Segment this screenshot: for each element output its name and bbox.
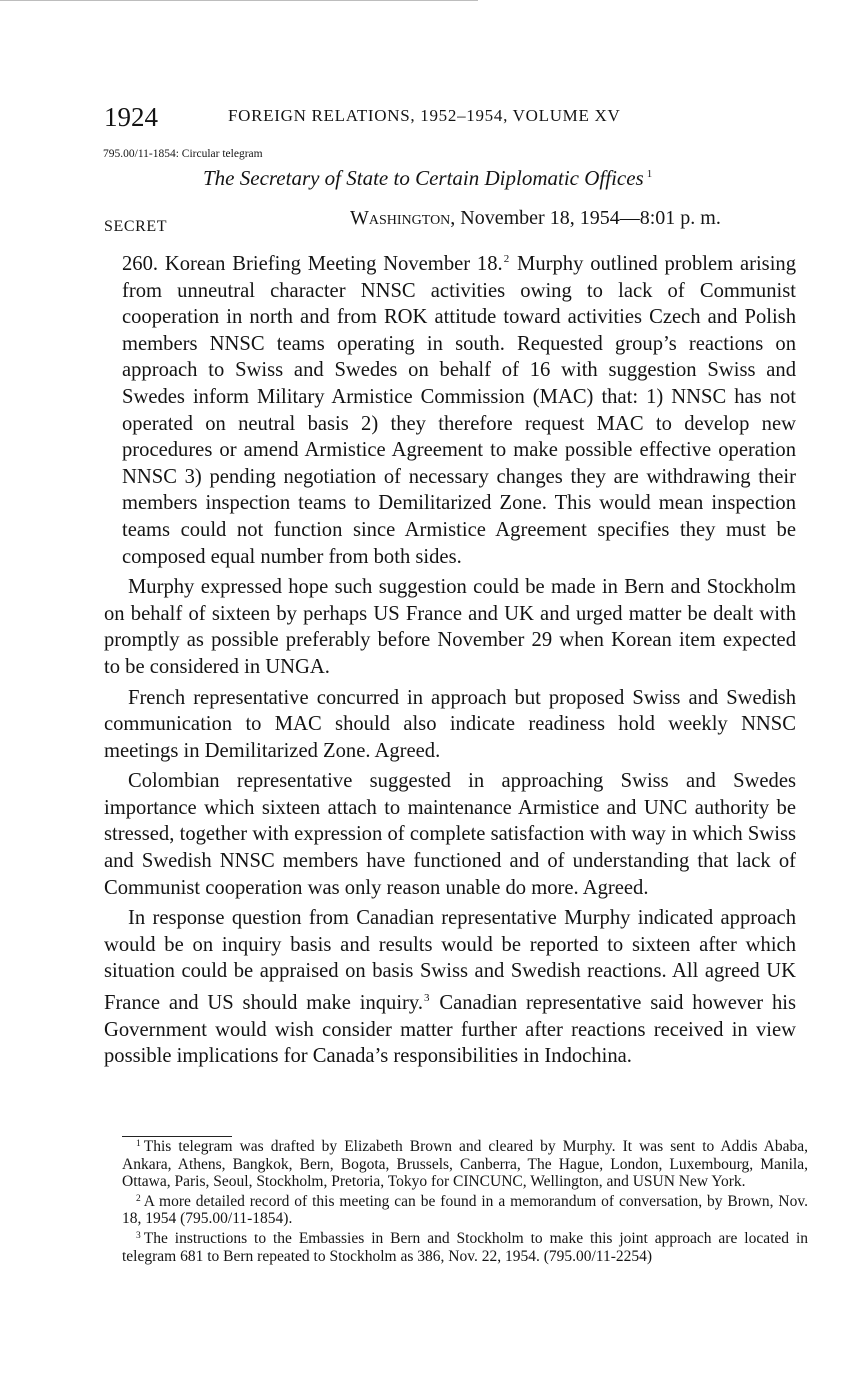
paragraph-1 <box>104 246 796 570</box>
running-head: FOREIGN RELATIONS, 1952–1954, VOLUME XV <box>228 106 621 125</box>
paragraph-2: Murphy expressed hope such suggestion could be made in Bern and Stockholm on behalf of sixteen by perhaps US France and UK and urged matter be dealt with promptly as possible preferably before November 29 when Korean item expected to be considered in UNGA. <box>104 576 796 678</box>
paragraph-5 <box>104 905 796 1070</box>
dateline <box>350 205 721 231</box>
footnote-3-text: The instructions to the Embassies in Bern and Stockholm to make this joint approach are located in telegram 681 to Bern repeated to Stockholm as 386, Nov. 22, 1954. (795.00/11-2254) <box>122 1229 808 1265</box>
footnote-ref-3: 3 <box>424 992 430 1005</box>
document-title <box>203 160 652 192</box>
page-number: 1924 <box>104 102 158 132</box>
footnote-ref-1: 1 <box>646 168 653 180</box>
telegram-body <box>104 246 796 1074</box>
footnote-1-text: This telegram was drafted by Elizabeth Brown and cleared by Murphy. It was sent to Addis Ababa, Ankara, Athens, Bangkok, Bern, Bogota, Brussels, Canberra, The Hague, London, Luxembourg, Manila, Ottawa, Paris, Seoul, Stockholm, Pretoria, Tokyo for CINCUNC, Wellington, and USUN New York. <box>122 1138 808 1191</box>
footnote-ref-2: 2 <box>503 253 510 265</box>
page-header <box>104 100 824 140</box>
footnote-2 <box>122 1191 808 1228</box>
footnote-1-marker: 1 <box>136 1139 141 1149</box>
dateline-date: November 18, 1954—8:01 p. m. <box>455 207 721 229</box>
footnote-3 <box>122 1228 808 1265</box>
footnote-1 <box>122 1136 808 1191</box>
footnote-2-text: A more detailed record of this meeting can be found in a memorandum of conversation, by Brown, Nov. 18, 1954 (795.00/11-1854). <box>122 1192 808 1228</box>
footnote-3-marker: 3 <box>136 1230 141 1241</box>
paragraph-5-text: Canadian representative said however his Government would wish consider matter further after reactions received in view possible implications for Canada’s responsibilities in Indochina. <box>104 992 797 1068</box>
paragraph-1-text: Murphy outlined problem arising from unneutral character NNSC activities owing to lack of Communist cooperation in north and from ROK attitude toward activities Czech and Polish members NNSC teams operating in south. Requested group’s reactions on approach to Swiss and Swedes on behalf of 16 with suggestion Swiss and Swedes inform Military Armistice Commission (MAC) that: 1) NNSC has not operated on neutral basis 2) they therefore request MAC to develop new procedures or amend Armistice Agreement to make possible effective operation NNSC 3) pending negotiation of necessary changes they are withdrawing their members inspection teams to Demilitarized Zone. This would mean inspection teams could not function since Armistice Agreement specifies they must be composed equal number from both sides. <box>122 253 797 568</box>
paragraph-4: Colombian representative suggested in approaching Swiss and Swedes importance which sixteen attach to maintenance Armistice and UNC authority be stressed, together with expression of complete satisfaction with way in which Swiss and Swedish NNSC members have functioned and of understanding that lack of Communist cooperation was only reason unable do more. Agreed. <box>104 770 796 899</box>
paragraph-1-lead: 260. Korean Briefing Meeting November 18. <box>122 253 503 275</box>
file-reference: 795.00/11-1854: Circular telegram <box>103 148 263 160</box>
footnotes <box>122 1136 808 1265</box>
paragraph-5-lead: In response question from Canadian representative Murphy indicated approach would be on inquiry basis and results would be reported to sixteen after which situation could be appraised on basis Swiss and Swedish reactions. All agreed UK France and US should make inquiry. <box>104 907 796 1015</box>
paragraph-3: French representative concurred in approach but proposed Swiss and Swedish communication to MAC should also indicate readiness hold weekly NNSC meetings in Demilitarized Zone. Agreed. <box>104 686 796 762</box>
dateline-place: Washington, <box>350 207 456 229</box>
classification-label: SECRET <box>104 218 168 235</box>
document-title-text: The Secretary of State to Certain Diplomatic Offices <box>203 166 644 190</box>
footnote-2-marker: 2 <box>136 1193 141 1204</box>
